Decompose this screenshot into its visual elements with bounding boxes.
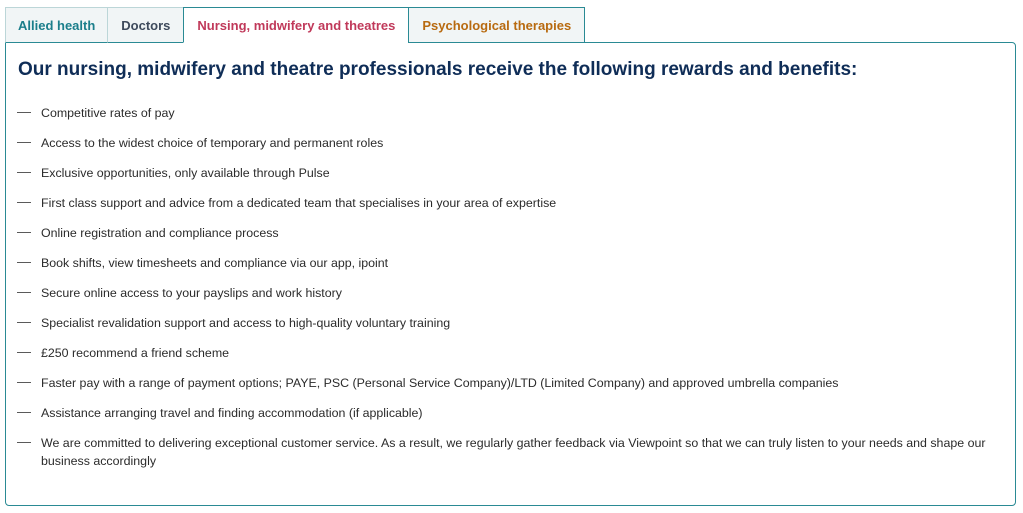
dash-bullet-icon <box>17 442 31 443</box>
tab-doctors[interactable]: Doctors <box>107 7 184 43</box>
benefits-list <box>6 104 1006 482</box>
dash-bullet-icon <box>17 382 31 383</box>
list-item-text: First class support and advice from a dedicated team that specialises in your area of expertise <box>41 196 557 210</box>
dash-bullet-icon <box>17 352 31 353</box>
panel-heading: Our nursing, midwifery and theatre professionals receive the following rewards and benefits: <box>18 59 858 80</box>
list-item <box>6 344 1006 362</box>
list-item <box>6 164 1006 182</box>
list-item-text: Assistance arranging travel and finding accommodation (if applicable) <box>41 406 423 420</box>
list-item-text: Book shifts, view timesheets and compliance via our app, ipoint <box>41 256 389 270</box>
list-item-text: Online registration and compliance process <box>41 226 279 240</box>
tab-nursing-midwifery-theatres[interactable]: Nursing, midwifery and theatres <box>183 7 409 43</box>
tab-psychological-therapies[interactable]: Psychological therapies <box>408 7 585 43</box>
dash-bullet-icon <box>17 202 31 203</box>
list-item-text: Secure online access to your payslips and work history <box>41 286 342 300</box>
list-item-text: Faster pay with a range of payment options; PAYE, PSC (Personal Service Company)/LTD (Limited Company) and approved umbrella companies <box>41 376 839 390</box>
list-item-text: £250 recommend a friend scheme <box>41 346 230 360</box>
list-item-text: Access to the widest choice of temporary and permanent roles <box>41 136 384 150</box>
tab-panel <box>5 42 1016 506</box>
list-item <box>6 284 1006 302</box>
list-item-text: Competitive rates of pay <box>41 106 175 120</box>
dash-bullet-icon <box>17 172 31 173</box>
list-item <box>6 134 1006 152</box>
list-item-text: Exclusive opportunities, only available through Pulse <box>41 166 330 180</box>
list-item <box>6 314 1006 332</box>
dash-bullet-icon <box>17 142 31 143</box>
tab-allied-health[interactable]: Allied health <box>5 7 108 43</box>
dash-bullet-icon <box>17 112 31 113</box>
list-item <box>6 104 1006 122</box>
dash-bullet-icon <box>17 292 31 293</box>
dash-bullet-icon <box>17 322 31 323</box>
dash-bullet-icon <box>17 232 31 233</box>
tab-bar <box>5 7 584 43</box>
dash-bullet-icon <box>17 412 31 413</box>
list-item <box>6 374 1006 392</box>
dash-bullet-icon <box>17 262 31 263</box>
list-item <box>6 434 1006 470</box>
list-item <box>6 224 1006 242</box>
list-item-text: Specialist revalidation support and access to high-quality voluntary training <box>41 316 451 330</box>
list-item <box>6 194 1006 212</box>
list-item <box>6 254 1006 272</box>
list-item <box>6 404 1006 422</box>
list-item-text: We are committed to delivering exceptional customer service. As a result, we regularly gather feedback via Viewpoint so that we can truly listen to your needs and shape our business accordingly <box>41 436 986 468</box>
